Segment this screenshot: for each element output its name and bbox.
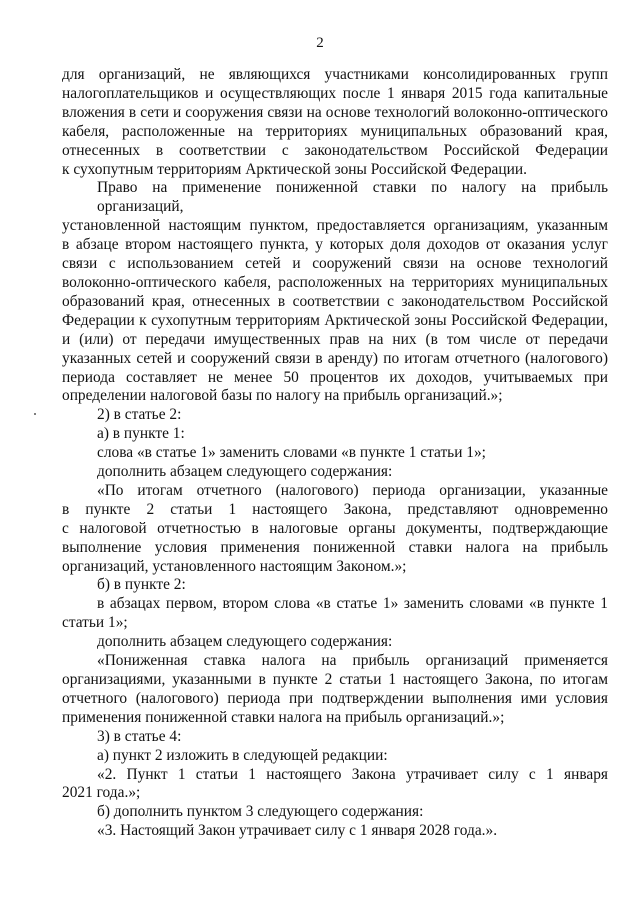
- text-line: периода составляет не менее 50 процентов их доходов, учитываемых при: [62, 368, 608, 386]
- text-line: и (или) от передачи имущественных прав на них (в том числе от передачи: [62, 330, 608, 348]
- text-line: выполнение условия применения пониженной ставки налога на прибыль: [62, 538, 608, 556]
- page-number: 2: [316, 35, 324, 51]
- text-line: организаций, установленного настоящим Законом.»;: [62, 557, 407, 575]
- text-line: отчетного (налогового) периода при подтверждении выполнения ими условия: [62, 689, 608, 707]
- text-line: вложения в сети и сооружения связи на основе технологий волоконно-оптического: [62, 103, 608, 121]
- text-line: образований края, отнесенных в соответствии с законодательством Российской: [62, 292, 608, 310]
- text-line: в абзаце втором настоящего пункта, у которых доля доходов от оказания услуг: [62, 236, 608, 254]
- document-body: [62, 66, 608, 841]
- text-line: применения пониженной ставки налога на прибыль организаций.»;: [62, 708, 505, 726]
- text-line: отнесенных в соответствии с законодательством Российской Федерации: [62, 141, 608, 159]
- paragraph-first-line: «Пониженная ставка налога на прибыль организаций применяется: [97, 652, 608, 670]
- paragraph-first-line: дополнить абзацем следующего содержания:: [97, 463, 393, 481]
- paragraph-first-line: 2) в статье 2:: [97, 406, 182, 424]
- paragraph-first-line: а) пункт 2 изложить в следующей редакции:: [97, 746, 388, 764]
- text-line: в пункте 2 статьи 1 настоящего Закона, представляют одновременно: [62, 500, 608, 518]
- paragraph-first-line: а) в пункте 1:: [97, 425, 185, 443]
- paragraph-first-line: Право на применение пониженной ставки по налогу на прибыль организаций,: [97, 179, 608, 216]
- text-line: статьи 1»;: [62, 614, 128, 632]
- paragraph-first-line: «По итогам отчетного (налогового) периода организации, указанные: [97, 481, 608, 499]
- paragraph-first-line: «2. Пункт 1 статьи 1 настоящего Закона утрачивает силу с 1 января: [97, 765, 608, 783]
- paragraph-first-line: в абзацах первом, втором слова «в статье 1» заменить словами «в пункте 1: [97, 595, 608, 613]
- text-line: Федерации к сухопутным территориям Арктической зоны Российской Федерации,: [62, 311, 608, 329]
- text-line: кабеля, расположенные на территориях муниципальных образований края,: [62, 122, 608, 140]
- text-line: 2021 года.»;: [62, 784, 141, 802]
- text-line: с налоговой отчетностью в налоговые органы документы, подтверждающие: [62, 519, 608, 537]
- text-line: определении налоговой базы по налогу на прибыль организаций.»;: [62, 387, 503, 405]
- text-line: к сухопутным территориям Арктической зоны Российской Федерации.: [62, 160, 527, 178]
- paragraph-first-line: 3) в статье 4:: [97, 727, 182, 745]
- text-line: связи с использованием сетей и сооружений связи на основе технологий: [62, 255, 608, 273]
- text-line: налогоплательщиков и осуществляющих после 1 января 2015 года капитальные: [62, 84, 608, 102]
- text-line: организациями, указанными в пункте 2 статьи 1 настоящего Закона, по итогам: [62, 671, 608, 688]
- text-line: для организаций, не являющихся участниками консолидированных групп: [62, 66, 608, 83]
- scan-speck: [34, 413, 36, 415]
- paragraph-first-line: б) в пункте 2:: [97, 576, 186, 594]
- paragraph-first-line: «3. Настоящий Закон утрачивает силу с 1 января 2028 года.».: [97, 822, 498, 840]
- paragraph-first-line: дополнить абзацем следующего содержания:: [97, 633, 393, 651]
- paragraph-first-line: б) дополнить пунктом 3 следующего содержания:: [97, 803, 424, 821]
- text-line: указанных сетей и сооружений связи в аренду) по итогам отчетного (налогового): [62, 349, 608, 367]
- text-line: установленной настоящим пунктом, предоставляется организациям, указанным: [62, 217, 608, 235]
- text-line: волоконно-оптического кабеля, расположенных на территориях муниципальных: [62, 273, 608, 291]
- paragraph-first-line: слова «в статье 1» заменить словами «в пункте 1 статьи 1»;: [97, 444, 486, 462]
